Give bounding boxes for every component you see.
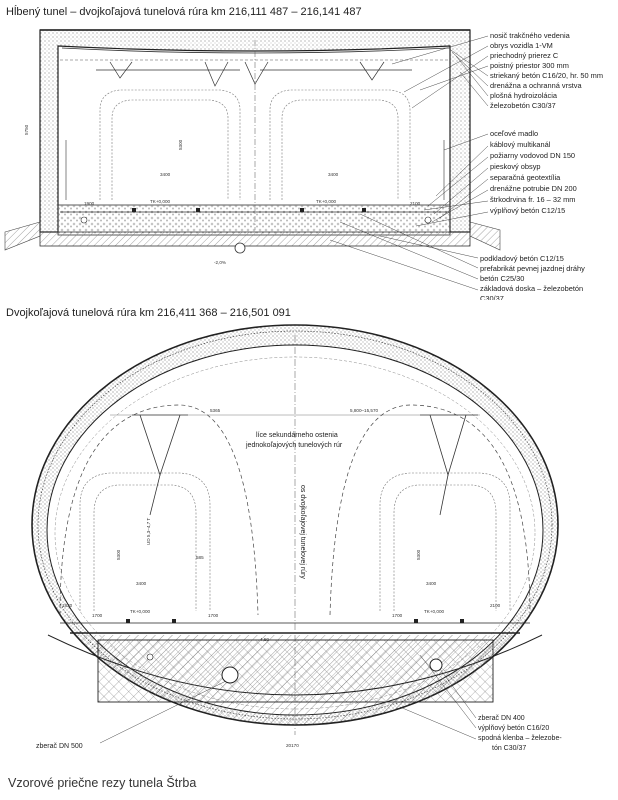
label-fire-main: požiarny vodovod DN 150 — [490, 151, 576, 160]
rail-level-right: TK+0,000 — [316, 199, 337, 204]
dim-2100: 2100 — [490, 603, 501, 608]
dim-1700-a: 1700 — [92, 613, 103, 618]
drain-slope: -2,0% — [214, 260, 227, 265]
label-foundation-slab-grade: C30/37 — [480, 294, 504, 300]
label-drainage-layer: drenážna a ochranná vrstva — [490, 81, 582, 90]
material-labels-middle — [490, 129, 577, 215]
cut-and-cover-cross-section — [0, 0, 618, 300]
rail-level-right: TK+0,000 — [424, 609, 445, 614]
dim-585: 585 — [196, 555, 204, 560]
dim-3400-right: 3400 — [328, 172, 339, 177]
label-sand-bedding: pieskový obsyp — [490, 162, 541, 171]
label-crushed-stone: štrkodrvina fr. 16 – 32 mm — [490, 195, 576, 204]
dim-span-left: 5365 — [210, 408, 221, 413]
inner-lining-label-2: jednokoľajových tunelových rúr — [246, 442, 343, 449]
vehicle-gauge-left — [100, 90, 240, 200]
label-invert-1: spodná klenba – železobe- — [478, 735, 562, 742]
mined-tunnel-cross-section — [0, 315, 618, 775]
label-drain-pipe: drenážne potrubie DN 200 — [490, 184, 577, 193]
label-foundation-slab: základová doska – železobetón — [480, 284, 584, 293]
label-base-concrete: podkladový betón C12/15 — [480, 254, 564, 263]
label-fill-concrete-c16: výplňový betón C16/20 — [478, 725, 550, 732]
label-clearance-profile: priechodný prierez C — [490, 51, 559, 60]
dim-center-span: 4,50 — [260, 637, 269, 642]
top-section-title: Hĺbený tunel – dvojkoľajová tunelová rúra km 216,111 487 – 216,141 487 — [6, 6, 362, 18]
label-collector-dn400: zberač DN 400 — [478, 715, 525, 722]
dim-3400-left: 3400 — [160, 172, 171, 177]
dim-profile: UD 5,3–4,7 T — [146, 517, 151, 545]
label-shotcrete: striekaný betón C16/20, hr. 50 mm — [490, 71, 603, 80]
drawing-caption: Vzorové priečne rezy tunela Štrba — [8, 776, 197, 790]
label-waterproofing: plošná hydroizolácia — [490, 91, 557, 100]
collector-dn500 — [222, 667, 238, 683]
label-collector-dn500: zberač DN 500 — [36, 743, 83, 750]
inner-lining-label-1: líce sekundárneho ostenia — [256, 432, 338, 439]
dim-height-left: 5300 — [116, 549, 121, 560]
label-safety-space: poistný priestor 300 mm — [490, 61, 569, 70]
dim-total-width: 20170 — [286, 743, 299, 748]
label-concrete-c25: betón C25/30 — [480, 274, 525, 283]
label-cable-duct: káblový multikanál — [490, 140, 551, 149]
dim-1700-b: 1700 — [208, 613, 219, 618]
dim-5300: 5300 — [178, 139, 183, 150]
label-invert-2: tón C30/37 — [492, 745, 527, 752]
label-geotextile: separačná geotextília — [490, 173, 561, 182]
base-slab — [58, 205, 450, 235]
rail-level-left: TK+0,000 — [130, 609, 151, 614]
label-reinforced-concrete: železobetón C30/37 — [490, 101, 556, 110]
dim-3400-left: 3400 — [136, 581, 147, 586]
label-vehicle-outline: obrys vozidla 1-VM — [490, 41, 553, 50]
vehicle-gauge-right — [270, 90, 410, 200]
label-handrail: oceľové madlo — [490, 129, 539, 138]
catenary-supports — [96, 62, 412, 86]
dim-1700-c: 1700 — [392, 613, 403, 618]
rail-level-left: TK+0,000 — [150, 199, 171, 204]
tube-axis-label: os dvojkoľajovej tunelovej rúry — [299, 485, 306, 579]
drain-pipe — [235, 243, 245, 253]
dim-2100: 2100 — [410, 201, 421, 206]
dim-1830: 1830 — [62, 603, 73, 608]
label-slab-track-precast: prefabrikát pevnej jazdnej dráhy — [480, 264, 585, 273]
dim-3400-right: 3400 — [426, 581, 437, 586]
dim-vertical: 5750 — [24, 124, 29, 135]
dim-height-right: 5300 — [416, 549, 421, 560]
dim-span-right: 5,800–15,570 — [350, 408, 379, 413]
label-catenary-support: nosič trakčného vedenia — [490, 31, 570, 40]
dim-1900: 1900 — [84, 201, 95, 206]
material-labels-lower — [480, 254, 585, 300]
label-fill-concrete: výplňový betón C12/15 — [490, 206, 566, 215]
material-labels-upper — [490, 31, 603, 110]
middle-section-title: Dvojkoľajová tunelová rúra km 216,411 368 – 216,501 091 — [6, 307, 291, 319]
